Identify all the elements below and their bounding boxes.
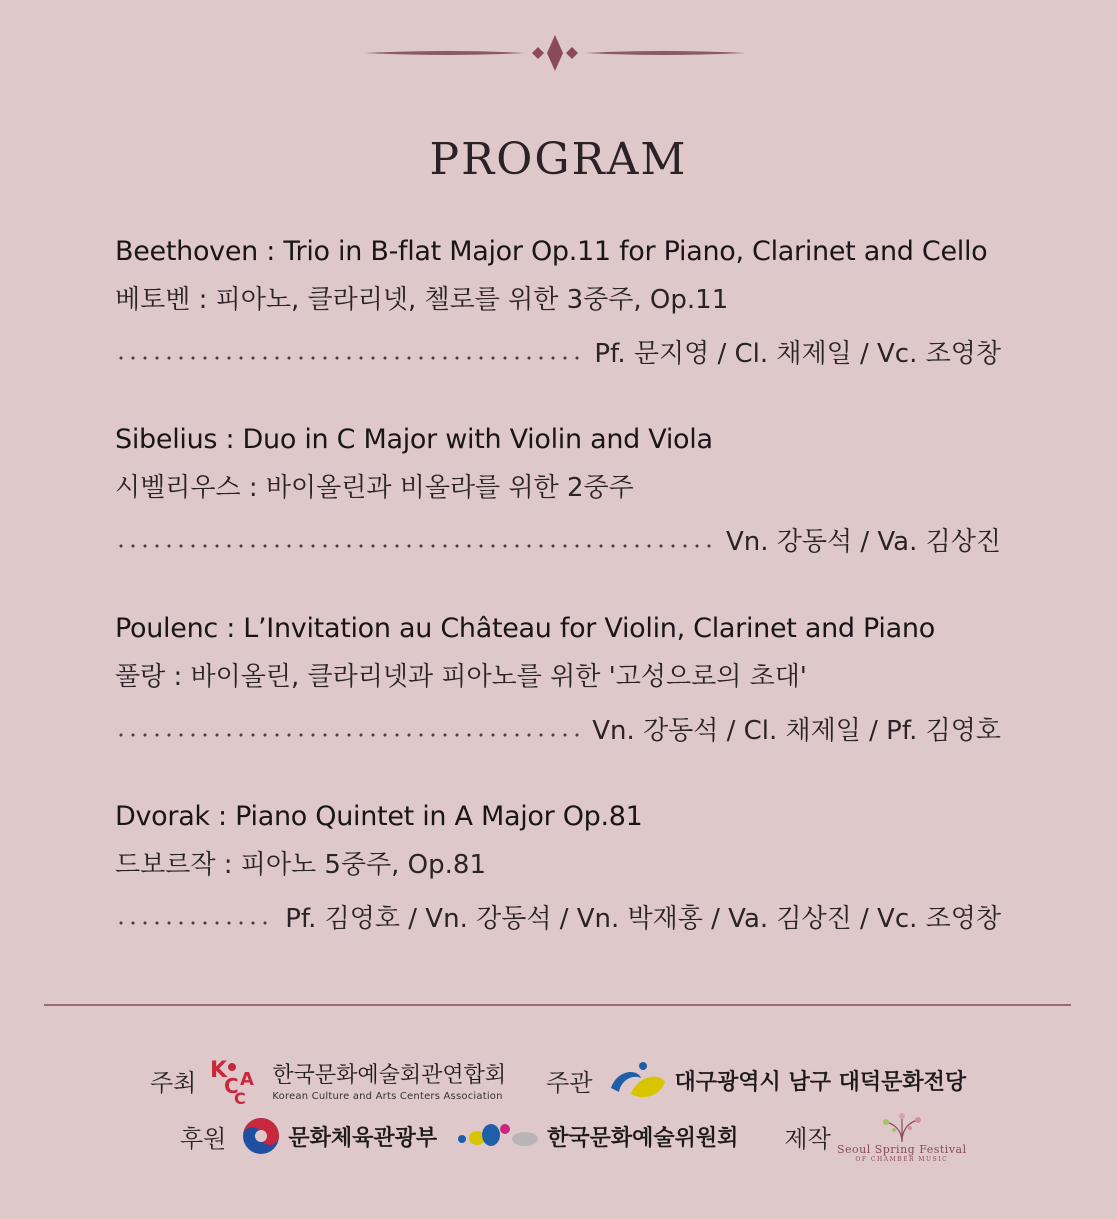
sponsor-ministry: 문화체육관광부 — [288, 1125, 438, 1151]
program-item — [115, 423, 1001, 559]
production-logo — [837, 1110, 967, 1163]
piece-title-ko: 시벨리우스 : 바이올린과 비올라를 위한 2중주 — [115, 473, 634, 503]
svg-text:K: K — [210, 1058, 228, 1083]
svg-text:A: A — [240, 1069, 255, 1090]
piece-title-en: Beethoven : Trio in B-flat Major Op.11 for Piano, Clarinet and Cello — [115, 236, 988, 267]
sponsor-label: 후원 — [180, 1124, 227, 1153]
production-label: 제작 — [784, 1124, 831, 1153]
organizer-name: 대구광역시 남구 대덕문화전당 — [674, 1069, 967, 1095]
dot-leader — [115, 921, 275, 925]
production-name: Seoul Spring Festival — [836, 1142, 967, 1156]
organizer-logo-icon — [607, 1058, 669, 1102]
program-item — [115, 800, 1001, 936]
piece-title-en: Sibelius : Duo in C Major with Violin and Viola — [115, 424, 713, 455]
performers: Pf. 김영호 / Vn. 강동석 / Vn. 박재홍 / Va. 김상진 / Vc. 조영창 — [285, 904, 1001, 934]
page-title: PROGRAM — [429, 134, 688, 185]
performers: Vn. 강동석 / Va. 김상진 — [725, 527, 1001, 557]
arts-council-logo-icon — [457, 1121, 539, 1151]
organizer-label: 주관 — [546, 1068, 593, 1097]
program-item — [115, 235, 1001, 371]
dot-leader — [115, 733, 582, 737]
svg-text:C: C — [224, 1074, 240, 1098]
program-item — [115, 612, 1001, 748]
dot-leader — [115, 544, 716, 548]
host-label: 주최 — [150, 1068, 197, 1097]
piece-title-en: Dvorak : Piano Quintet in A Major Op.81 — [115, 801, 643, 832]
performers-row — [115, 523, 1001, 559]
footer-divider — [44, 1004, 1071, 1006]
host-name-block — [272, 1058, 506, 1102]
piece-title-ko: 풀랑 : 바이올린, 클라리넷과 피아노를 위한 '고성으로의 초대' — [115, 662, 807, 692]
sponsor-row — [180, 1108, 967, 1164]
performers-row — [115, 900, 1001, 936]
host-row — [150, 1052, 966, 1108]
ornament-divider — [360, 32, 750, 74]
taegeuk-icon — [242, 1117, 280, 1155]
host-name-en: Korean Culture and Arts Centers Association — [272, 1091, 503, 1102]
production-sub: OF CHAMBER MUSIC — [855, 1155, 949, 1163]
performers: Vn. 강동석 / Cl. 채제일 / Pf. 김영호 — [592, 716, 1001, 746]
piece-title-en: Poulenc : L’Invitation au Château for Violin, Clarinet and Piano — [115, 613, 935, 644]
performers-row — [115, 335, 1001, 371]
dot-leader — [115, 356, 584, 360]
piece-title-ko: 드보르작 : 피아노 5중주, Op.81 — [115, 850, 486, 880]
piece-title-ko: 베토벤 : 피아노, 클라리넷, 첼로를 위한 3중주, Op.11 — [115, 285, 729, 315]
kocaca-logo-icon — [210, 1055, 264, 1105]
performers-row — [115, 712, 1001, 748]
host-name: 한국문화예술회관연합회 — [272, 1063, 507, 1088]
festival-flower-icon — [872, 1110, 932, 1144]
sponsor-arts-council: 한국문화예술위원회 — [547, 1125, 739, 1151]
svg-text:C: C — [234, 1089, 247, 1105]
performers: Pf. 문지영 / Cl. 채제일 / Vc. 조영창 — [594, 339, 1001, 369]
